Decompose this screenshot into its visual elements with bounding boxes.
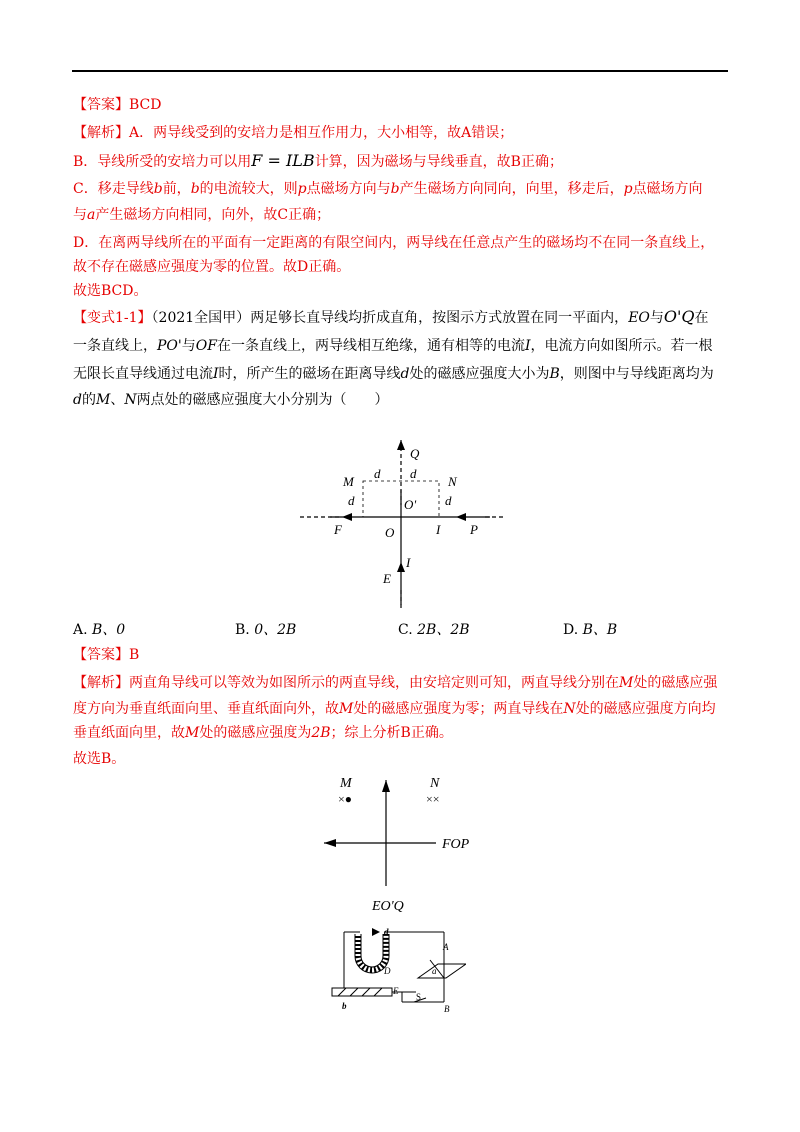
conclusion-1 — [73, 281, 147, 301]
label-s: S — [416, 992, 422, 1002]
arrow-up-e — [397, 562, 405, 572]
bar-coil — [338, 988, 382, 996]
option-letter: C. — [398, 622, 413, 638]
label-b-upper: B — [444, 1004, 450, 1014]
analysis-line-c1 — [73, 179, 703, 199]
option-letter: B. — [235, 622, 250, 638]
text: 、 — [110, 392, 125, 408]
arrow-up — [382, 780, 390, 792]
label-o-prime: O' — [404, 497, 417, 512]
label-eoq: EO'Q — [372, 899, 404, 914]
analysis-line-c2 — [73, 205, 330, 225]
question-line-1 — [73, 307, 709, 328]
label-d-top-right: d — [410, 466, 417, 481]
analysis2-line-3 — [73, 723, 453, 743]
option-b[interactable] — [235, 620, 296, 640]
text: 在 — [694, 310, 709, 326]
text: 垂直纸面向里，故 — [73, 725, 185, 741]
text: 点磁场方向 — [632, 181, 703, 197]
option-text: B、0 — [92, 622, 126, 638]
var-oq: O'Q — [663, 307, 695, 326]
formula: F = ILB — [251, 151, 315, 170]
var-m: M — [185, 725, 200, 741]
arrow-left-p — [456, 513, 466, 521]
bar-magnet — [332, 988, 392, 996]
var-p: p — [623, 181, 633, 197]
analysis-b-text: B．导线所受的安培力可以用 — [73, 154, 252, 170]
question-label: 【变式1-1】 — [73, 310, 152, 326]
text: ；综上分析B正确。 — [330, 725, 453, 741]
text: 前， — [162, 181, 191, 197]
label-d-upper: D — [384, 966, 391, 976]
var-eo: EO — [628, 310, 650, 326]
label-q: Q — [410, 446, 420, 461]
text: 与 — [73, 207, 87, 223]
text: 点磁场方向与 — [306, 181, 391, 197]
text: 故选BCD。 — [73, 283, 148, 299]
text: 产生磁场方向相同，向外，故C正确； — [95, 207, 331, 223]
text: 产生磁场方向同向，向里，移走后， — [399, 181, 624, 197]
text: 的 — [81, 392, 96, 408]
question-line-4 — [73, 390, 389, 410]
analysis-label: 【解析】 — [73, 675, 129, 691]
text: 处的磁感应强 — [633, 675, 718, 691]
option-text: 2B、2B — [417, 622, 470, 638]
analysis2-line-1 — [73, 673, 717, 693]
answer-line-2 — [73, 645, 139, 665]
option-text: 0、2B — [254, 622, 297, 638]
label-p: P — [470, 522, 478, 537]
arrow-up-q — [397, 440, 405, 450]
question-line-3 — [73, 364, 714, 384]
var-b: b — [153, 181, 163, 197]
header-rule — [72, 70, 728, 72]
text: 故选B。 — [73, 751, 126, 767]
var-p: p — [297, 181, 307, 197]
option-text: B、B — [582, 622, 618, 638]
analysis-line-a — [73, 123, 513, 143]
answer-value: BCD — [129, 97, 162, 113]
question-line-2 — [73, 336, 712, 356]
var-i: I — [213, 366, 219, 382]
var-i: I — [524, 338, 531, 354]
var-b-field: B — [549, 366, 560, 382]
var-b: b — [390, 181, 400, 197]
analysis-line-b — [73, 151, 563, 172]
analysis-option-a: A．两导线受到的安培力是相互作用力，大小相等，故A错误； — [129, 125, 514, 141]
text: D．在离两导线所在的平面有一定距离的有限空间内，两导线在任意点产生的磁场均不在同一条直线上， — [73, 235, 715, 251]
label-i-horizontal: I — [436, 522, 441, 537]
arrow-d — [372, 928, 380, 936]
var-2b: 2B — [311, 725, 331, 741]
label-n: N — [430, 776, 440, 791]
label-e: E — [383, 571, 391, 586]
label-d: d — [384, 927, 389, 937]
label-d-right: d — [445, 493, 452, 508]
text: 故不存在磁感应强度为零的位置。故D正确。 — [73, 259, 351, 275]
text: ，电流方向如图所示。若一根 — [530, 338, 713, 354]
label-a-upper: A — [443, 942, 449, 952]
label-d-top-left: d — [374, 466, 381, 481]
figure-equivalent-wires — [318, 768, 488, 918]
label-f: F — [334, 522, 342, 537]
text: 处的磁感应强度为零；两直导线在 — [353, 701, 564, 717]
answer-value: B — [129, 647, 140, 663]
var-b: b — [190, 181, 200, 197]
var-m: M — [95, 392, 111, 408]
label-m: M — [340, 776, 352, 791]
option-a[interactable] — [73, 620, 125, 640]
text: C．移走导线 — [73, 181, 154, 197]
figure-wires-diagram — [290, 430, 510, 615]
analysis-b-text-2: 计算，因为磁场与导线垂直，故B正确； — [314, 154, 563, 170]
analysis-line-d2 — [73, 257, 350, 277]
text: 在一条直线上，两导线相互绝缘，通有相等的电流 — [216, 338, 525, 354]
label-m: M — [343, 474, 354, 489]
label-o: O — [385, 525, 395, 540]
text: 的电流较大，则 — [199, 181, 298, 197]
label-i-vertical: I — [406, 555, 411, 570]
text: 处的磁感应强度大小为 — [409, 366, 550, 382]
analysis2-line-2 — [73, 699, 716, 719]
text: ，则图中与导线距离均为 — [559, 366, 714, 382]
text: 两点处的磁感应强度大小分别为（ ） — [136, 392, 389, 408]
field-marks-n: ×× — [426, 792, 440, 806]
question-source: （2021全国甲） — [151, 310, 251, 326]
text: 与 — [181, 338, 196, 354]
var-n: N — [563, 701, 576, 717]
label-b-lower: b — [342, 1001, 347, 1011]
text: 处的磁感应强度方向均 — [575, 701, 716, 717]
text: 时，所产生的磁场在距离导线 — [218, 366, 401, 382]
analysis-label: 【解析】 — [73, 125, 129, 141]
text: 无限长直导线通过电流 — [73, 366, 213, 382]
label-fop: FOP — [442, 837, 470, 852]
text: 与 — [649, 310, 664, 326]
label-e: E — [393, 986, 399, 996]
field-marks-m: ×● — [338, 792, 353, 806]
text: 两足够长直导线均折成直角，按图示方式放置在同一平面内， — [250, 310, 629, 326]
answer-line-1 — [73, 95, 161, 115]
arrow-left — [324, 839, 336, 847]
var-m: M — [339, 701, 354, 717]
var-m: M — [619, 675, 634, 691]
arrow-left-f — [342, 513, 352, 521]
var-po: PO' — [157, 338, 182, 354]
label-d-left: d — [348, 493, 355, 508]
answer-label: 【答案】 — [73, 647, 129, 663]
var-d: d — [400, 366, 410, 382]
var-d: d — [73, 392, 82, 408]
var-n: N — [124, 392, 137, 408]
option-c[interactable] — [398, 620, 470, 640]
conclusion-2 — [73, 749, 125, 769]
text: 两直角导线可以等效为如图所示的两直导线，由安培定则可知，两直导线分别在 — [129, 675, 619, 691]
analysis-line-d1 — [73, 233, 714, 253]
label-a-lower: a — [432, 966, 437, 976]
answer-label: 【答案】 — [73, 97, 129, 113]
label-n: N — [448, 474, 457, 489]
figure-circuit-apparatus — [326, 920, 466, 1015]
var-of: OF — [195, 338, 217, 354]
option-letter: D. — [563, 622, 579, 638]
text: 度方向为垂直纸面向里、垂直纸面向外，故 — [73, 701, 339, 717]
option-letter: A. — [73, 622, 88, 638]
text: 一条直线上， — [73, 338, 157, 354]
text: 处的磁感应强度为 — [199, 725, 312, 741]
option-d[interactable] — [563, 620, 617, 640]
var-a: a — [87, 207, 96, 223]
